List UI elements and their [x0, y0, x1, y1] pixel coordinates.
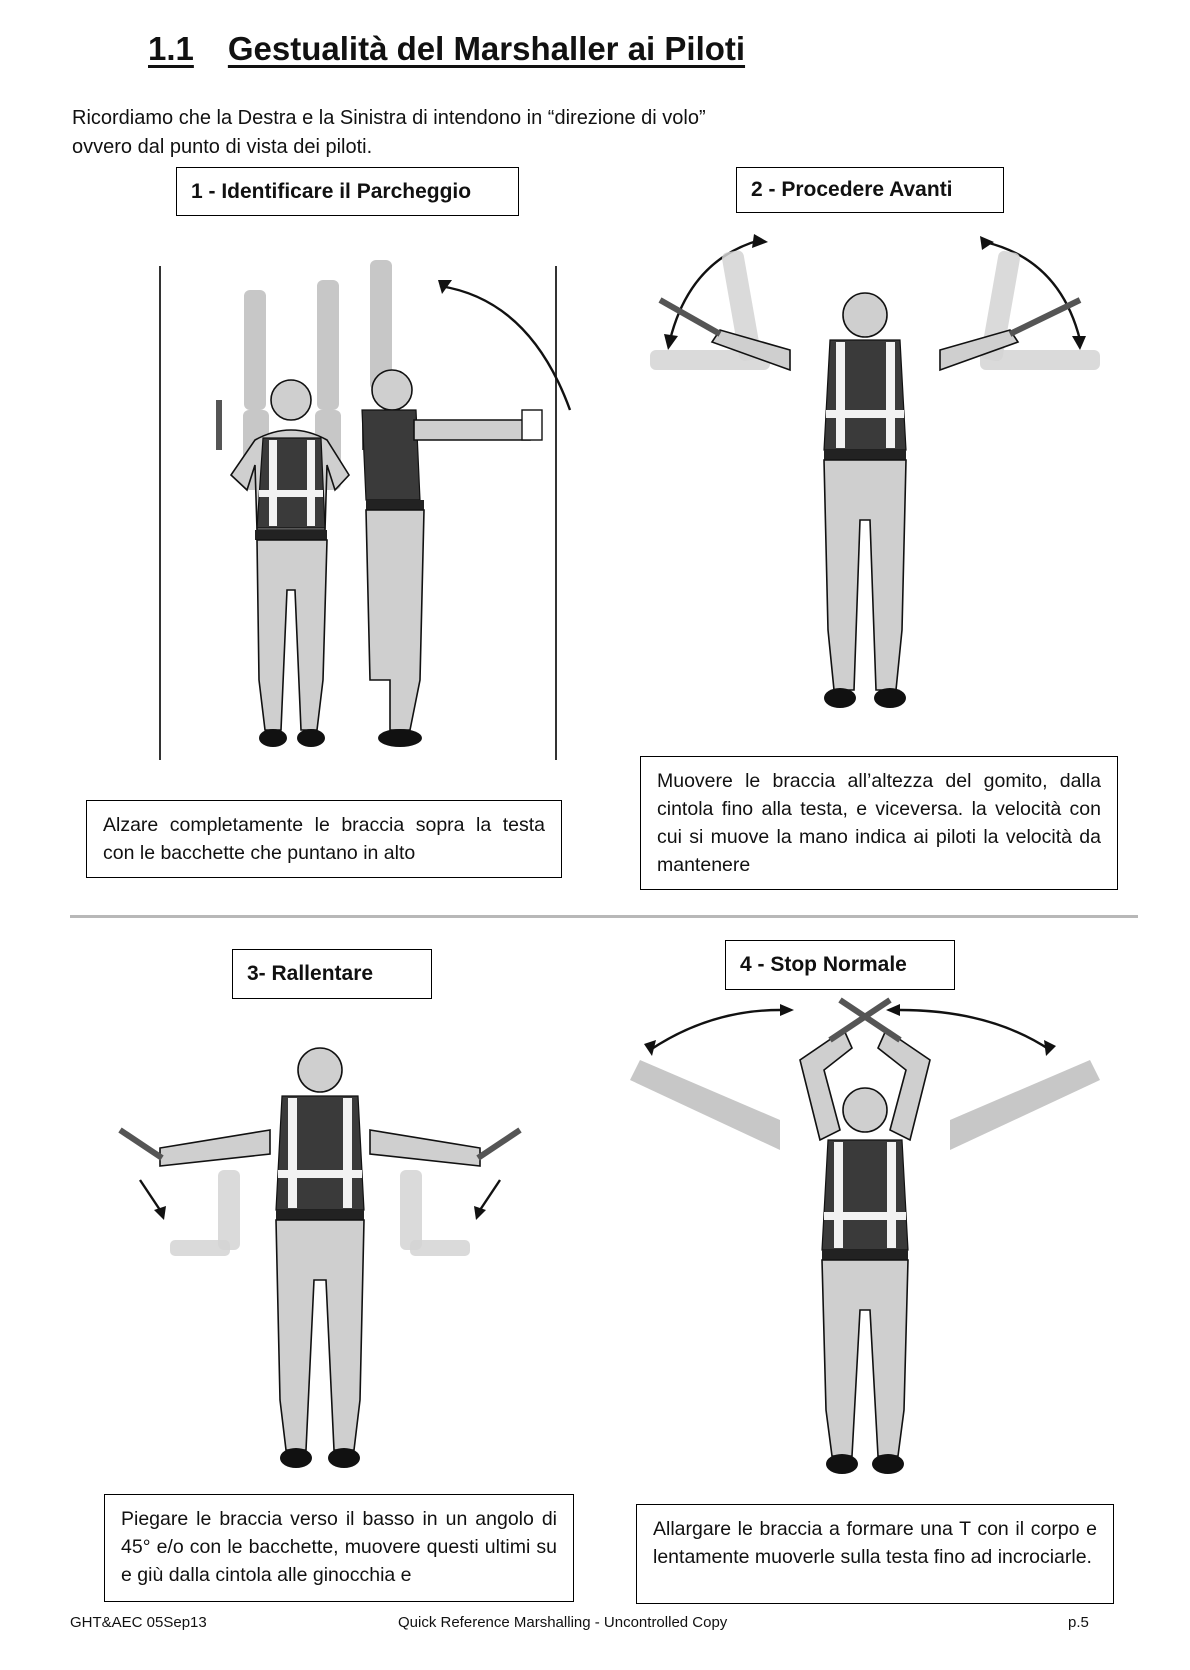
signal-2-description: Muovere le braccia all’altezza del gomito, dalla cintola fino alla testa, e viceversa. la velocità con cui si muove la mano indica ai piloti la velocità da mantenere [640, 756, 1118, 890]
signal-3-label: 3- Rallentare [232, 949, 432, 999]
marshaller-rallentare-figure [110, 1010, 530, 1480]
marshaller-front-arms-up-figure [150, 260, 570, 760]
intro-line-2: ovvero dal punto di vista dei piloti. [72, 136, 373, 158]
signal-4-description: Allargare le braccia a formare una T con il corpo e lentamente muoverle sulla testa fino ad incrociarle. [636, 1504, 1114, 1604]
section-divider [70, 915, 1138, 918]
marshaller-procedere-figure [640, 230, 1110, 720]
intro-line-1: Ricordiamo che la Destra e la Sinistra di intendono in “direzione di volo” [72, 107, 706, 129]
footer-page-number: p.5 [1068, 1614, 1089, 1631]
signal-3-description: Piegare le braccia verso il basso in un angolo di 45° e/o con le bacchette, muovere questi ultimi su e giù dalla cintola alle ginocchia e [104, 1494, 574, 1602]
intro-text [72, 104, 872, 162]
signal-1-label: 1 - Identificare il Parcheggio [176, 167, 519, 216]
section-title: Gestualità del Marshaller ai Piloti [227, 30, 746, 67]
section-number: 1.1 [148, 30, 194, 67]
footer-center: Quick Reference Marshalling - Uncontrolled Copy [398, 1614, 728, 1631]
footer-left: GHT&AEC 05Sep13 [70, 1614, 207, 1631]
signal-4-label: 4 - Stop Normale [725, 940, 955, 990]
page-title [148, 30, 745, 68]
signal-2-label: 2 - Procedere Avanti [736, 167, 1004, 213]
signal-1-description: Alzare completamente le braccia sopra la testa con le bacchette che puntano in alto [86, 800, 562, 878]
marshaller-stop-figure [630, 1000, 1100, 1480]
